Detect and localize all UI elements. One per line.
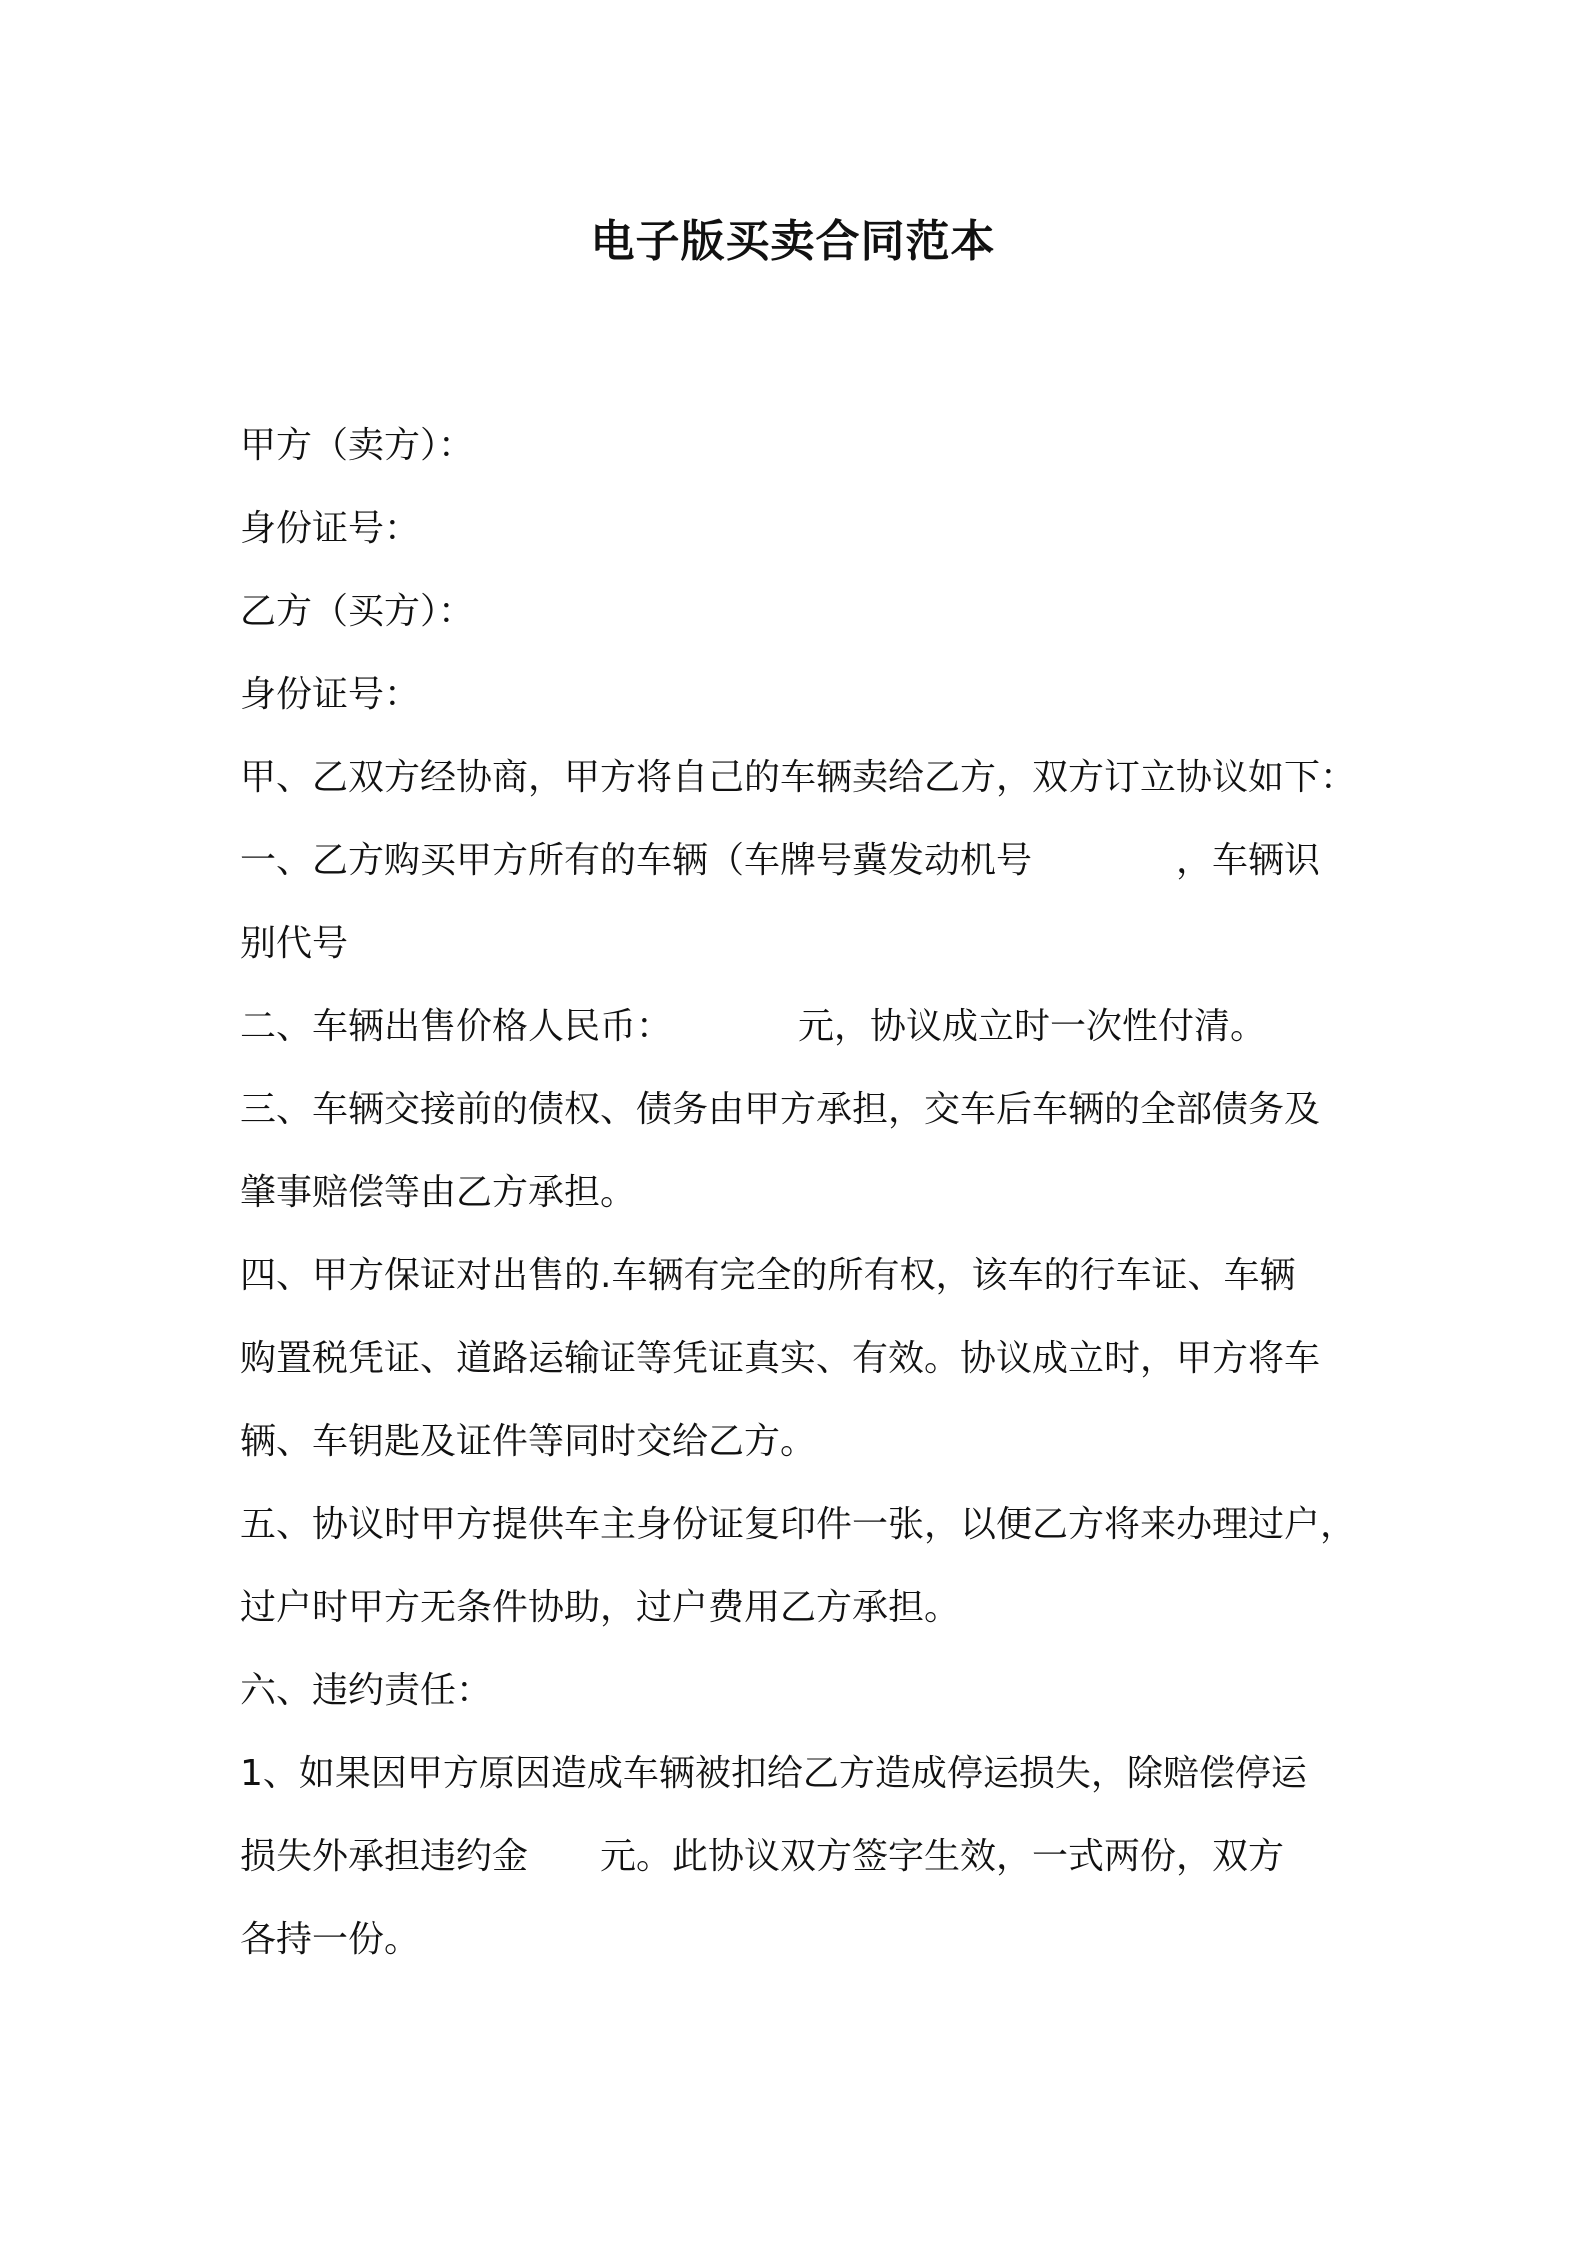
buyer-id-line: 身份证号： (240, 674, 421, 715)
seller-id-line: 身份证号： (240, 508, 421, 549)
clause-4-line-3: 辆、车钥匙及证件等同时交给乙方。 (240, 1421, 817, 1462)
buyer-line: 乙方（买方）： (240, 591, 475, 632)
preamble-line: 甲、乙双方经协商，甲方将自己的车辆卖给乙方，双方订立协议如下： (240, 757, 1357, 798)
clause-1-line-2: 别代号 (240, 923, 349, 964)
seller-line: 甲方（卖方）： (240, 425, 475, 466)
clause-4-line-2: 购置税凭证、道路运输证等凭证真实、有效。协议成立时，甲方将车 (240, 1338, 1321, 1379)
clause-5-line-1: 五、协议时甲方提供车主身份证复印件一张，以便乙方将来办理过户， (240, 1504, 1357, 1545)
clause-4-line-1: 四、甲方保证对出售的.车辆有完全的所有权，该车的行车证、车辆 (240, 1255, 1296, 1296)
clause-3-line-2: 肇事赔偿等由乙方承担。 (240, 1172, 637, 1213)
contract-body (240, 404, 1360, 1981)
clause-5-line-2: 过户时甲方无条件协助，过户费用乙方承担。 (240, 1587, 961, 1628)
clause-6-item-1-line-2: 损失外承担违约金 元。此协议双方签字生效，一式两份，双方 (240, 1836, 1285, 1877)
clause-6-heading: 六、违约责任： (240, 1670, 493, 1711)
document-title: 电子版买卖合同范本 (590, 216, 996, 267)
clause-2-line-1: 二、车辆出售价格人民币： 元，协议成立时一次性付清。 (240, 1006, 1267, 1047)
clause-6-item-1-line-1: 1、如果因甲方原因造成车辆被扣给乙方造成停运损失，除赔偿停运 (240, 1753, 1307, 1794)
clause-1-line-1: 一、乙方购买甲方所有的车辆（车牌号冀发动机号 ，车辆识 (240, 840, 1321, 881)
clause-3-line-1: 三、车辆交接前的债权、债务由甲方承担，交车后车辆的全部债务及 (240, 1089, 1321, 1130)
clause-6-item-1-line-3: 各持一份。 (240, 1919, 421, 1960)
